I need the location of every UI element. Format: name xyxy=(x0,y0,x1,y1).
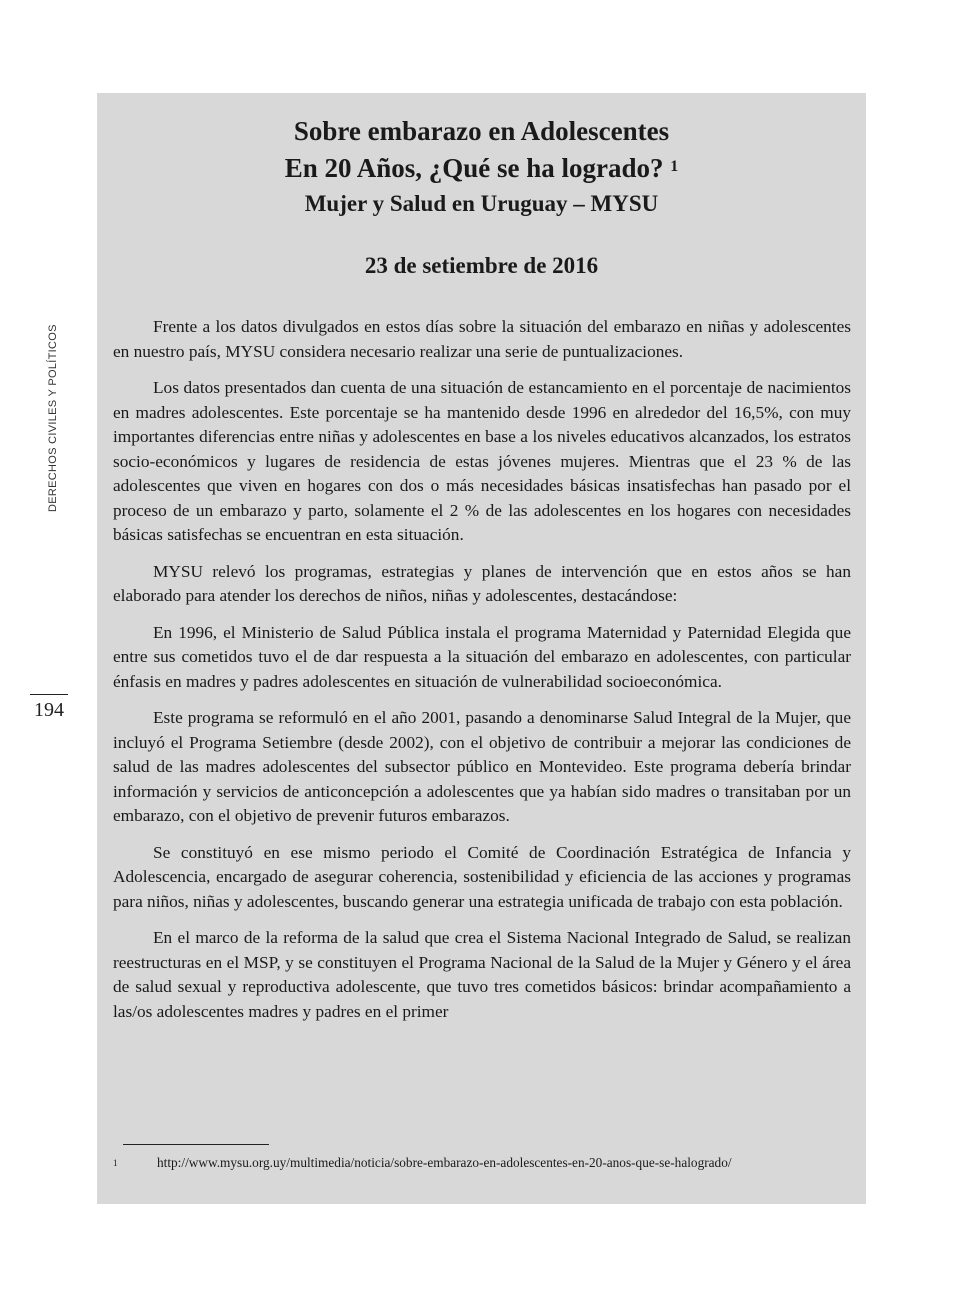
footnote-mark: 1 xyxy=(113,1158,118,1168)
paragraph: MYSU relevó los programas, estrategias y planes de intervención que en estos años se han elaborado para atender los derechos de niños, niñas y adolescentes, destacándose: xyxy=(113,561,851,605)
paragraph: En 1996, el Ministerio de Salud Pública instala el programa Maternidad y Paternidad Elegida que entre sus cometidos tuvo el de dar respuesta a la situación del embarazo en adolescentes, con particular énfasis en madres y padres adolescentes en situación de vulnerabilidad socioeconómica. xyxy=(113,622,851,691)
paragraph: Frente a los datos divulgados en estos días sobre la situación del embarazo en niñas y adolescentes en nuestro país, MYSU considera necesario realizar una serie de puntualizaciones. xyxy=(113,317,851,361)
page-number: 194 xyxy=(34,699,64,721)
footnote-rule xyxy=(123,1144,269,1145)
title-line-1: Sobre embarazo en Adolescentes xyxy=(293,116,670,146)
article-body xyxy=(113,315,851,1036)
article-panel xyxy=(97,93,866,1204)
title-line-2-text: En 20 Años, ¿Qué se ha logrado? xyxy=(284,153,664,183)
footnote-reference[interactable]: 1 xyxy=(670,158,679,175)
paragraph: En el marco de la reforma de la salud que crea el Sistema Nacional Integrado de Salud, se realizan reestructuras en el MSP, y se constituyen el Programa Nacional de la Salud de la Mujer y Género y el área de salud sexual y reproductiva adolescente, que tuvo tres cometidos básicos: brindar acompañamiento a las/os adolescentes madres y padres en el primer xyxy=(113,928,851,1021)
page-number-rule xyxy=(30,694,68,695)
footnote-link[interactable]: http://www.mysu.org.uy/multimedia/noticia/sobre-embarazo-en-adolescentes-en-20-anos-que-se-halogrado/ xyxy=(157,1155,732,1170)
article-header xyxy=(97,113,866,221)
subtitle: Mujer y Salud en Uruguay – MYSU xyxy=(304,191,659,216)
footnote xyxy=(113,1153,851,1173)
paragraph: Este programa se reformuló en el año 2001, pasando a denominarse Salud Integral de la Mujer, que incluyó el Programa Setiembre (desde 2002), con el objetivo de contribuir a mejorar las condiciones de salud de las madres adolescentes del subsector público en Montevideo. Este programa debería brindar información y servicios de anticoncepción a adolescentes que ya habían sido madres o transitaban por un embarazo, con el objetivo de prevenir futuros embarazos. xyxy=(113,708,851,825)
title-line-2 xyxy=(97,150,866,187)
paragraph: Se constituyó en ese mismo periodo el Comité de Coordinación Estratégica de Infancia y Adolescencia, encargado de asegurar coherencia, sostenibilidad y eficiencia de las acciones y programas para niños, niñas y adolescentes, buscando generar una estrategia unificada de trabajo con esta población. xyxy=(113,842,851,911)
article-date: 23 de setiembre de 2016 xyxy=(364,253,599,278)
paragraph: Los datos presentados dan cuenta de una situación de estancamiento en el porcentaje de nacimientos en madres adolescentes. Este porcentaje se ha mantenido desde 1996 en alrededor del 16,5%, con muy importantes diferencias entre niñas y adolescentes en base a los niveles educativos alcanzados, los estratos socio-económicos y lugares de residencia de estas jóvenes mujeres. Mientras que el 23 % de las adolescentes que viven en hogares con dos o más necesidades básicas insatisfechas han pasado por el proceso de un embarazo y parto, solamente el 2 % de las adolescentes en los hogares con necesidades básicas satisfechas se encuentran en esta situación. xyxy=(113,378,851,544)
section-side-label: DERECHOS CIVILES Y POLÍTICOS xyxy=(47,324,59,512)
